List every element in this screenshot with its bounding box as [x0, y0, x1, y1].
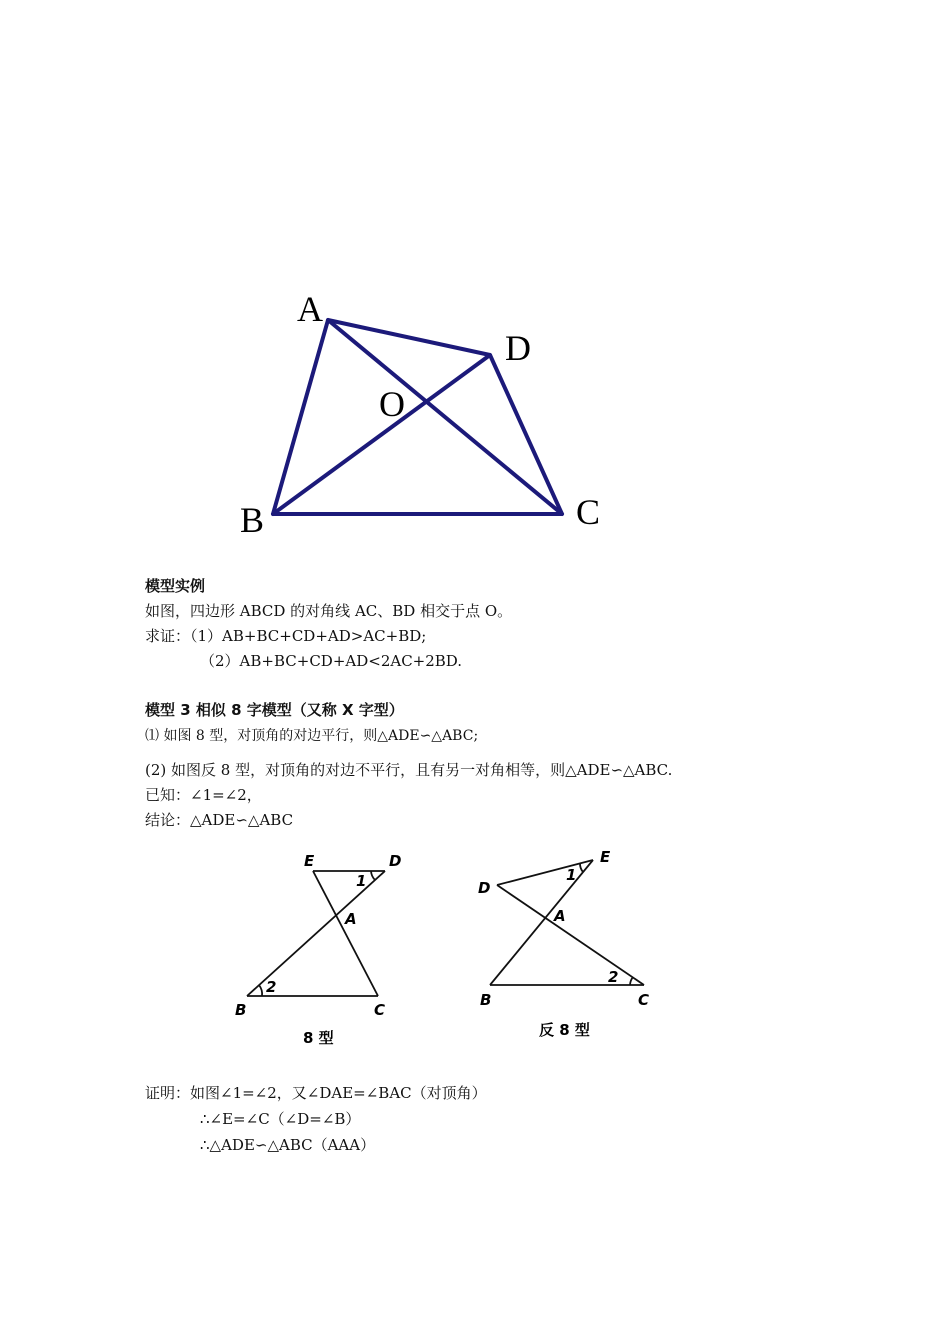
fig8-label-2: 2	[266, 978, 277, 996]
model3-case-2: (2) 如图反 8 型，对顶角的对边不平行，且有另一对角相等，则△ADE∽△ABC.	[145, 761, 673, 779]
segment-de	[497, 860, 593, 885]
prove-label: 求证：	[145, 627, 191, 645]
fig8-label-e: E	[304, 852, 315, 870]
angle-1-arc	[580, 864, 583, 873]
label-a: A	[297, 289, 323, 329]
prove-item-2: （2）AB+BC+CD+AD<2AC+2BD.	[200, 652, 463, 670]
segment-dc	[497, 885, 644, 985]
label-d: D	[505, 328, 531, 368]
angle-1-arc	[371, 871, 375, 880]
fig8-label-b: B	[235, 1001, 247, 1019]
diagonal-bd	[273, 355, 490, 514]
rev8-label-c: C	[638, 991, 650, 1009]
rev8-label-1: 1	[566, 866, 577, 884]
example-heading: 模型实例	[145, 577, 206, 595]
rev8-caption: 反 8 型	[539, 1021, 590, 1039]
rev8-label-2: 2	[608, 968, 619, 986]
label-o: O	[379, 384, 405, 424]
rev8-label-b: B	[480, 991, 492, 1009]
model3-heading: 模型 3 相似 8 字模型（又称 X 字型）	[145, 701, 404, 719]
proof-line-2: ∴∠E=∠C（∠D=∠B）	[200, 1110, 361, 1128]
label-c: C	[576, 492, 601, 532]
prove-item-1: （1）AB+BC+CD+AD>AC+BD;	[190, 627, 427, 645]
model3-conclusion: 结论：△ADE∽△ABC	[145, 811, 294, 829]
quadrilateral-figure	[230, 280, 630, 550]
segment-ec	[313, 871, 378, 996]
proof-line-3: ∴△ADE∽△ABC（AAA）	[200, 1136, 376, 1154]
fig8-caption: 8 型	[303, 1029, 334, 1047]
angle-2-arc	[630, 977, 633, 985]
rev8-label-e: E	[600, 848, 611, 866]
model3-given: 已知：∠1=∠2，	[145, 786, 262, 804]
rev8-label-a: A	[554, 907, 566, 925]
example-statement: 如图，四边形 ABCD 的对角线 AC、BD 相交于点 O。	[145, 602, 513, 620]
angle-2-arc	[259, 985, 262, 996]
model3-case-1: ⑴ 如图 8 型，对顶角的对边平行，则△ADE∽△ABC;	[145, 728, 479, 744]
rev8-label-d: D	[478, 879, 491, 897]
figure-reverse-8-type	[470, 840, 670, 1045]
figure-8-type	[225, 845, 425, 1050]
fig8-label-1: 1	[356, 872, 367, 890]
prove-line-1	[145, 626, 426, 646]
fig8-label-a: A	[345, 910, 357, 928]
fig8-label-c: C	[374, 1001, 386, 1019]
fig8-label-d: D	[389, 852, 402, 870]
segment-eb	[490, 860, 593, 985]
label-b: B	[240, 500, 265, 540]
proof-line-1: 证明：如图∠1=∠2，又∠DAE=∠BAC（对顶角）	[145, 1084, 487, 1102]
